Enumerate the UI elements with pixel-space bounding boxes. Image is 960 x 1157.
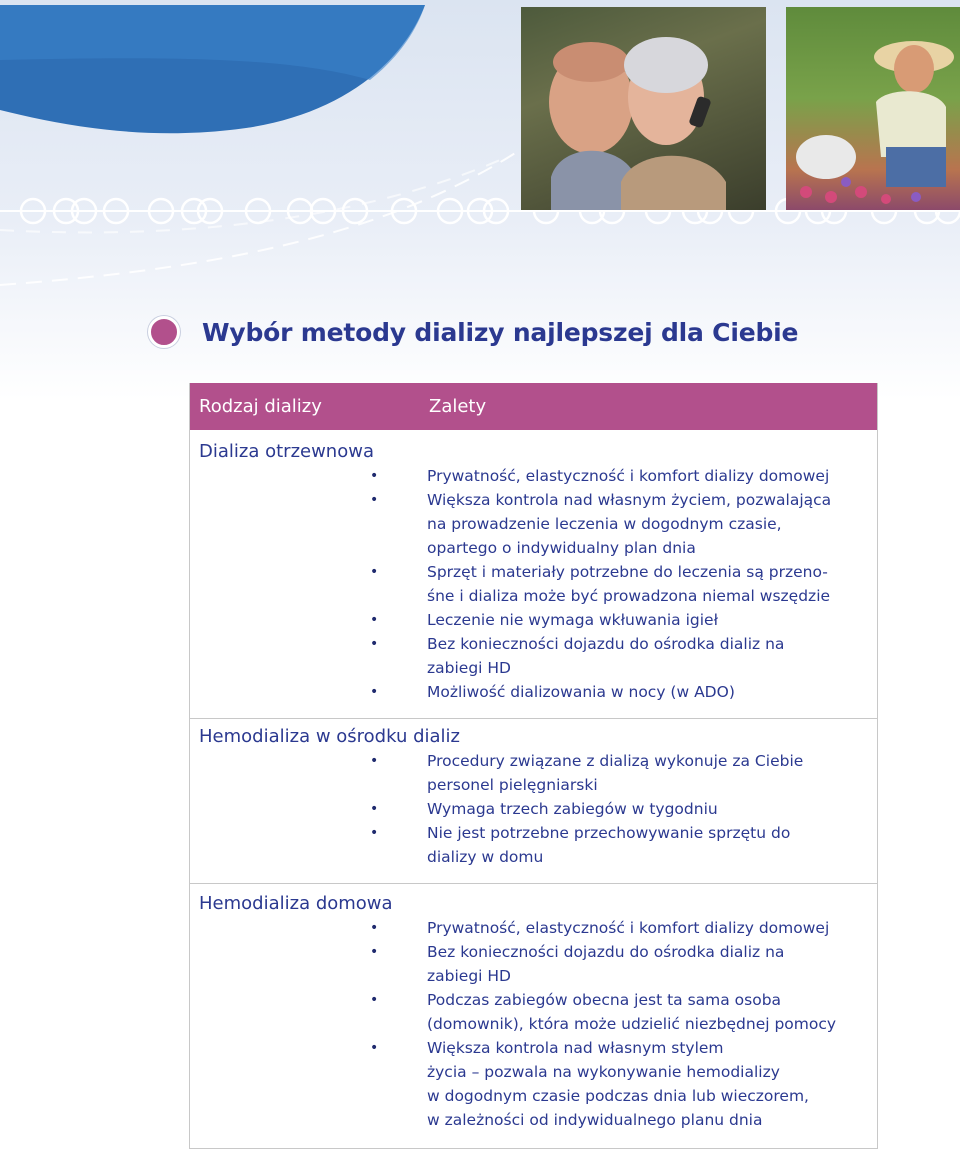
bullet-dot-icon: • xyxy=(370,753,379,769)
section-title: Hemodializa domowa xyxy=(199,893,393,914)
section-title: Dializa otrzewnowa xyxy=(199,441,374,462)
list-item: • Większa kontrola nad własnym życiem, pozwalająca na prowadzenie leczenia w dogodnym czasie, opartego o indywidualny plan dnia xyxy=(190,488,877,560)
bullet-circle-icon xyxy=(148,316,180,348)
list-item: • Bez konieczności dojazdu do ośrodka dializ na zabiegi HD xyxy=(190,632,877,680)
section-peritoneal xyxy=(190,430,877,719)
bullet-dot-icon: • xyxy=(370,825,379,841)
list-item: • Prywatność, elastyczność i komfort dializy domowej xyxy=(190,916,877,940)
bullet-dot-icon: • xyxy=(370,612,379,628)
list-item: • Większa kontrola nad własnym stylem życia – pozwala na wykonywanie hemodializy w dogodnym czasie podczas dnia lub wieczorem, w zależności od indywidualnego planu dnia xyxy=(190,1036,877,1132)
section-center-hemodialysis xyxy=(190,719,877,884)
list-item: • Podczas zabiegów obecna jest ta sama osoba (domownik), która może udzielić niezbędnej pomocy xyxy=(190,988,877,1036)
bullet-dot-icon: • xyxy=(370,492,379,508)
title-row xyxy=(148,312,798,352)
section-home-hemodialysis xyxy=(190,884,877,1148)
bullet-dot-icon: • xyxy=(370,1040,379,1056)
bullet-dot-icon: • xyxy=(370,684,379,700)
table-header xyxy=(190,383,877,430)
bullet-dot-icon: • xyxy=(370,564,379,580)
header-advantages: Zalety xyxy=(429,396,487,417)
page-title: Wybór metody dializy najlepszej dla Ciebie xyxy=(202,317,799,347)
header-dialysis-type: Rodzaj dializy xyxy=(199,396,322,417)
bullet-dot-icon: • xyxy=(370,468,379,484)
advantages-list xyxy=(190,916,877,1132)
list-item: • Wymaga trzech zabiegów w tygodniu xyxy=(190,797,877,821)
section-title: Hemodializa w ośrodku dializ xyxy=(199,726,460,747)
bullet-dot-icon: • xyxy=(370,992,379,1008)
advantages-list xyxy=(190,464,877,704)
dialysis-comparison-table xyxy=(189,383,878,1149)
advantages-list xyxy=(190,749,877,869)
bullet-dot-icon: • xyxy=(370,801,379,817)
list-item: • Sprzęt i materiały potrzebne do leczenia są przeno- śne i dializa może być prowadzona niemal wszędzie xyxy=(190,560,877,608)
list-item: • Możliwość dializowania w nocy (w ADO) xyxy=(190,680,877,704)
list-item: • Bez konieczności dojazdu do ośrodka dializ na zabiegi HD xyxy=(190,940,877,988)
list-item: • Nie jest potrzebne przechowywanie sprzętu do dializy w domu xyxy=(190,821,877,869)
bullet-dot-icon: • xyxy=(370,944,379,960)
list-item: • Leczenie nie wymaga wkłuwania igieł xyxy=(190,608,877,632)
bullet-dot-icon: • xyxy=(370,920,379,936)
elderly-couple-photo xyxy=(521,7,766,210)
list-item: • Prywatność, elastyczność i komfort dializy domowej xyxy=(190,464,877,488)
bullet-dot-icon: • xyxy=(370,636,379,652)
list-item: • Procedury związane z dializą wykonuje za Ciebie personel pielęgniarski xyxy=(190,749,877,797)
gardener-photo xyxy=(786,7,960,210)
